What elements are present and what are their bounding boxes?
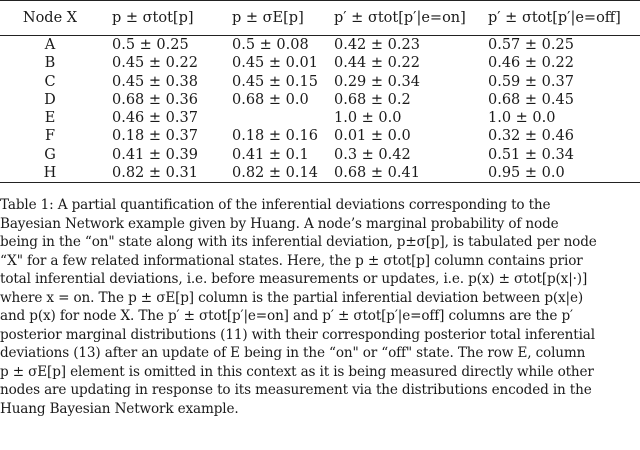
cell-pprime-on: 0.3 ± 0.42	[334, 146, 411, 163]
caption-line: and p(x) for node X. The p′ ± σtot[p′|e=on] and p′ ± σtot[p′|e=off] columns are the p′	[0, 308, 573, 324]
cell-pprime-on: 0.44 ± 0.22	[334, 55, 420, 72]
cell-pprime-off: 0.59 ± 0.37	[488, 73, 574, 90]
cell-pprime-on: 0.68 ± 0.2	[334, 91, 411, 108]
header-p-tot: p ± σtot[p]	[112, 10, 194, 26]
cell-p-tot: 0.45 ± 0.38	[112, 73, 198, 90]
results-table	[0, 0, 640, 183]
table-row	[0, 109, 640, 127]
cell-p-tot: 0.45 ± 0.22	[112, 55, 198, 72]
cell-pprime-off: 0.57 ± 0.25	[488, 37, 574, 53]
cell-p-e: 0.45 ± 0.15	[232, 73, 318, 90]
cell-node: G	[44, 146, 56, 163]
cell-pprime-off: 0.32 ± 0.46	[488, 128, 574, 145]
cell-p-e: 0.41 ± 0.1	[232, 146, 309, 163]
caption-line: posterior marginal distributions (11) with their corresponding posterior total inferential	[0, 326, 595, 343]
cell-p-e: 0.5 ± 0.08	[232, 37, 309, 53]
caption-line: p ± σE[p] element is omitted in this context as it is being measured directly while other	[0, 363, 594, 380]
cell-p-e: 0.18 ± 0.16	[232, 128, 318, 145]
table-row	[0, 164, 640, 183]
cell-p-tot: 0.46 ± 0.37	[112, 110, 198, 127]
table-row	[0, 91, 640, 109]
cell-p-tot: 0.5 ± 0.25	[112, 37, 189, 53]
caption-line: total inferential deviations, i.e. before measurements or updates, i.e. p(x) ± σtot[p(x|·)]	[0, 271, 588, 287]
caption-line: deviations (13) after an update of E being in the “on" or “off" state. The row E, column	[0, 345, 586, 361]
caption-line: Bayesian Network example given by Huang. A node’s marginal probability of node	[0, 215, 559, 232]
cell-pprime-on: 0.01 ± 0.0	[334, 128, 411, 145]
header-pprime-off: p′ ± σtot[p′|e=off]	[488, 10, 621, 26]
cell-pprime-off: 0.51 ± 0.34	[488, 146, 574, 163]
cell-node: B	[44, 55, 56, 72]
cell-node: A	[44, 37, 56, 53]
cell-p-e	[228, 109, 330, 127]
cell-pprime-off: 0.68 ± 0.45	[488, 91, 574, 108]
cell-node: H	[43, 165, 57, 182]
cell-p-e: 0.82 ± 0.14	[232, 165, 318, 182]
cell-p-e: 0.45 ± 0.01	[232, 55, 318, 72]
caption-line: Table 1: A partial quantification of the inferential deviations corresponding to the	[0, 197, 551, 213]
cell-pprime-on: 0.68 ± 0.41	[334, 165, 420, 182]
header-p-e: p ± σE[p]	[232, 10, 304, 26]
cell-node: F	[44, 128, 56, 145]
caption-line: Huang Bayesian Network example.	[0, 400, 239, 417]
cell-p-tot: 0.68 ± 0.36	[112, 91, 198, 108]
table-row	[0, 54, 640, 72]
table-row	[0, 36, 640, 55]
caption-line: being in the “on" state along with its inferential deviation, p±σ[p], is tabulated per node	[0, 234, 597, 250]
cell-p-tot: 0.41 ± 0.39	[112, 146, 198, 163]
caption-line: “X" for a few related informational states. Here, the p ± σtot[p] column contains prior	[0, 252, 583, 269]
cell-pprime-off: 0.95 ± 0.0	[488, 165, 565, 182]
cell-pprime-on: 0.42 ± 0.23	[334, 37, 420, 53]
cell-pprime-on: 1.0 ± 0.0	[334, 110, 402, 127]
cell-pprime-off: 1.0 ± 0.0	[488, 110, 556, 127]
header-node: Node X	[22, 10, 78, 26]
cell-p-tot: 0.18 ± 0.37	[112, 128, 198, 145]
caption-line: nodes are updating in response to its measurement via the distributions encoded in the	[0, 382, 592, 398]
caption-line: where x = on. The p ± σE[p] column is the partial inferential deviation between p(x|e)	[0, 289, 584, 306]
cell-node: D	[44, 91, 56, 108]
cell-pprime-on: 0.29 ± 0.34	[334, 73, 420, 90]
cell-node: C	[44, 73, 56, 90]
header-pprime-on: p′ ± σtot[p′|e=on]	[334, 10, 466, 26]
table-caption	[0, 196, 640, 418]
table-row	[0, 146, 640, 164]
cell-node: E	[44, 110, 56, 127]
cell-pprime-off: 0.46 ± 0.22	[488, 55, 574, 72]
cell-p-tot: 0.82 ± 0.31	[112, 165, 198, 182]
table-header-row	[0, 1, 640, 36]
cell-p-e: 0.68 ± 0.0	[232, 91, 309, 108]
table-row	[0, 127, 640, 145]
table-row	[0, 73, 640, 91]
